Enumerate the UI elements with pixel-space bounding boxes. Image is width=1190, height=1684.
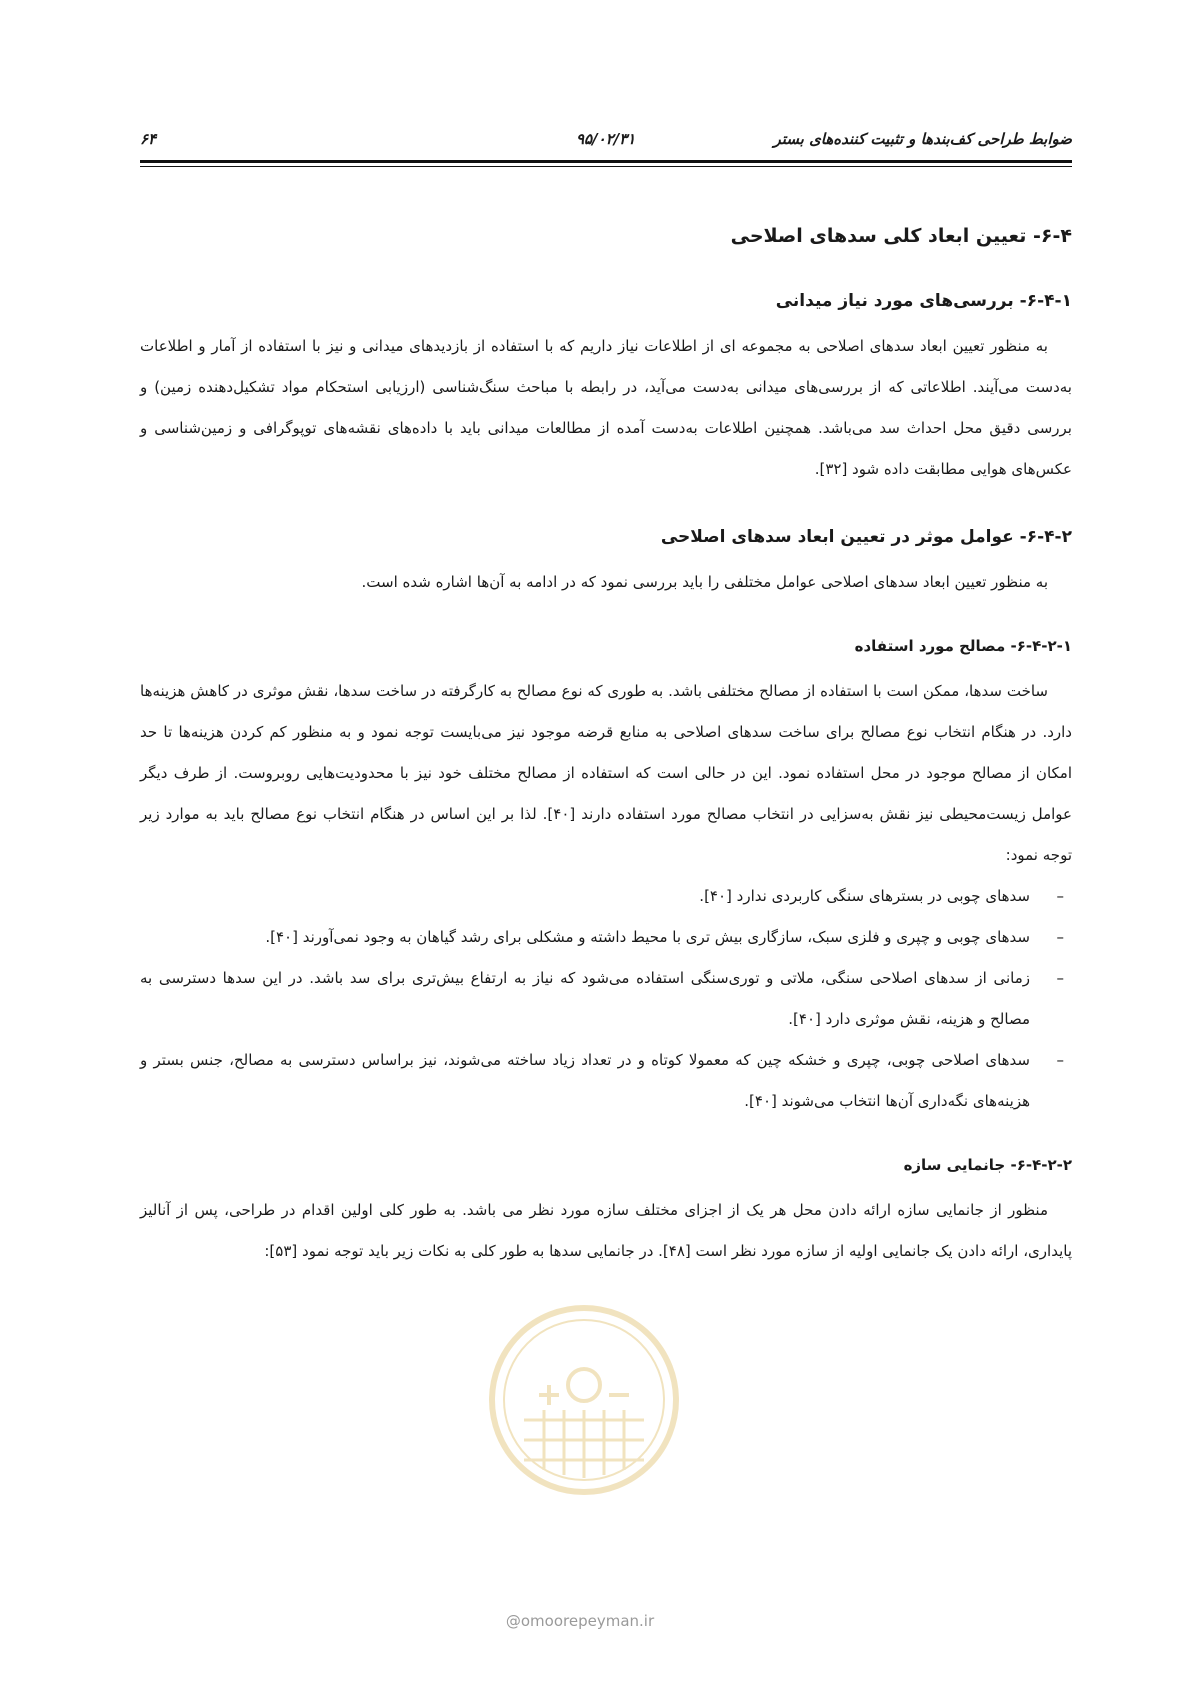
list-item-text: سدهای اصلاحی چوبی، چپری و خشکه چین که معمولا کوتاه و در تعداد زیاد ساخته می‌شوند، نیز براساس دسترسی به مصالح، جنس بستر و هزینه‌های نگه‌داری آن‌ها انتخاب می‌شوند [۴۰]. (140, 1051, 1030, 1110)
header-title: ضوابط طراحی کف‌بندها و تثبیت کننده‌های بستر (773, 130, 1072, 148)
list-item (140, 958, 1072, 1040)
header-date: ۹۵/۰۲/۳۱ (576, 130, 636, 148)
document-body (140, 200, 1072, 1272)
section-heading-effective-factors: ۶-۴-۲- عوامل موثر در تعیین ابعاد سدهای اصلاحی (660, 527, 1072, 547)
list-item-text: سدهای چوبی در بسترهای سنگی کاربردی ندارد [۴۰]. (699, 887, 1030, 905)
list-item (140, 1040, 1072, 1122)
page-header (140, 128, 1072, 154)
header-rule-thin (140, 166, 1072, 167)
bullet-dash: – (1056, 969, 1064, 987)
page-number: ۶۴ (140, 130, 157, 148)
bullet-dash: – (1056, 887, 1064, 905)
paragraph-materials: ساخت سدها، ممکن است با استفاده از مصالح مختلفی باشد. به طوری که نوع مصالح به کارگرفته در ساخت سدها، نقش موثری در کاهش هزینه‌ها دارد. در هنگام انتخاب نوع مصالح برای ساخت سدهای اصلاحی به منابع قرضه موجود نیز می‌بایست توجه نمود و به منظور کم کردن هزینه‌ها تا حد امکان از مصالح موجود در محل استفاده نمود. این در حالی است که استفاده از مصالح مختلف خود نیز با محدودیت‌هایی روبروست. از طرف دیگر عوامل زیست‌محیطی نیز نقش به‌سزایی در انتخاب مصالح مورد استفاده دارند [۴۰]. لذا بر این اساس در هنگام انتخاب نوع مصالح باید به موارد زیر توجه نمود: (140, 682, 1073, 864)
section-heading-main: ۶-۴- تعیین ابعاد کلی سدهای اصلاحی (730, 225, 1072, 247)
header-rule-thick (140, 160, 1072, 163)
section-heading-layout: ۶-۴-۲-۲- جانمایی سازه (903, 1156, 1072, 1174)
watermark-text: @omoorepeyman.ir (505, 1612, 655, 1630)
paragraph-field-surveys: به منظور تعیین ابعاد سدهای اصلاحی به مجموعه ای از اطلاعات نیاز داریم که با استفاده از بازدیدهای میدانی و نیز با استفاده از آمار و اطلاعات به‌دست می‌آیند. اطلاعاتی که از بررسی‌های میدانی به‌دست می‌آید، در رابطه با مباحث سنگ‌شناسی (ارزیابی استحکام مواد تشکیل‌دهنده زمین) و بررسی دقیق محل احداث سد می‌باشد. همچنین اطلاعات به‌دست آمده از مطالعات میدانی باید با داده‌های نقشه‌های توپوگرافی و زمین‌شناسی و عکس‌های هوایی مطابقت داده شود [۳۲]. (140, 337, 1072, 478)
list-item (140, 917, 1072, 958)
bullet-dash: – (1056, 1051, 1064, 1069)
bullet-dash: – (1056, 928, 1064, 946)
materials-list (140, 876, 1072, 1122)
section-heading-field-surveys: ۶-۴-۱- بررسی‌های مورد نیاز میدانی (775, 291, 1072, 311)
list-item (140, 876, 1072, 917)
paragraph-layout: منظور از جانمایی سازه ارائه دادن محل هر یک از اجزای مختلف سازه مورد نظر می باشد. به طور کلی اولین اقدام در طراحی، پس از آنالیز پایداری، ارائه دادن یک جانمایی اولیه از سازه مورد نظر است [۴۸]. در جانمایی سدها به طور کلی به نکات زیر باید توجه نمود [۵۳]: (140, 1201, 1072, 1260)
seal-watermark-icon (484, 1300, 684, 1500)
section-heading-materials: ۶-۴-۲-۱- مصالح مورد استفاده (854, 637, 1072, 655)
paragraph-effective-factors: به منظور تعیین ابعاد سدهای اصلاحی عوامل مختلفی را باید بررسی نمود که در ادامه به آن‌ها اشاره شده است. (361, 573, 1048, 591)
list-item-text: زمانی از سدهای اصلاحی سنگی، ملاتی و توری‌سنگی استفاده می‌شود که نیاز به ارتفاع بیش‌تری برای سد باشد. در این سدها دسترسی به مصالح و هزینه، نقش موثری دارد [۴۰]. (140, 969, 1030, 1028)
list-item-text: سدهای چوبی و چپری و فلزی سبک، سازگاری بیش تری با محیط داشته و مشکلی برای رشد گیاهان به وجود نمی‌آورند [۴۰]. (265, 928, 1030, 946)
